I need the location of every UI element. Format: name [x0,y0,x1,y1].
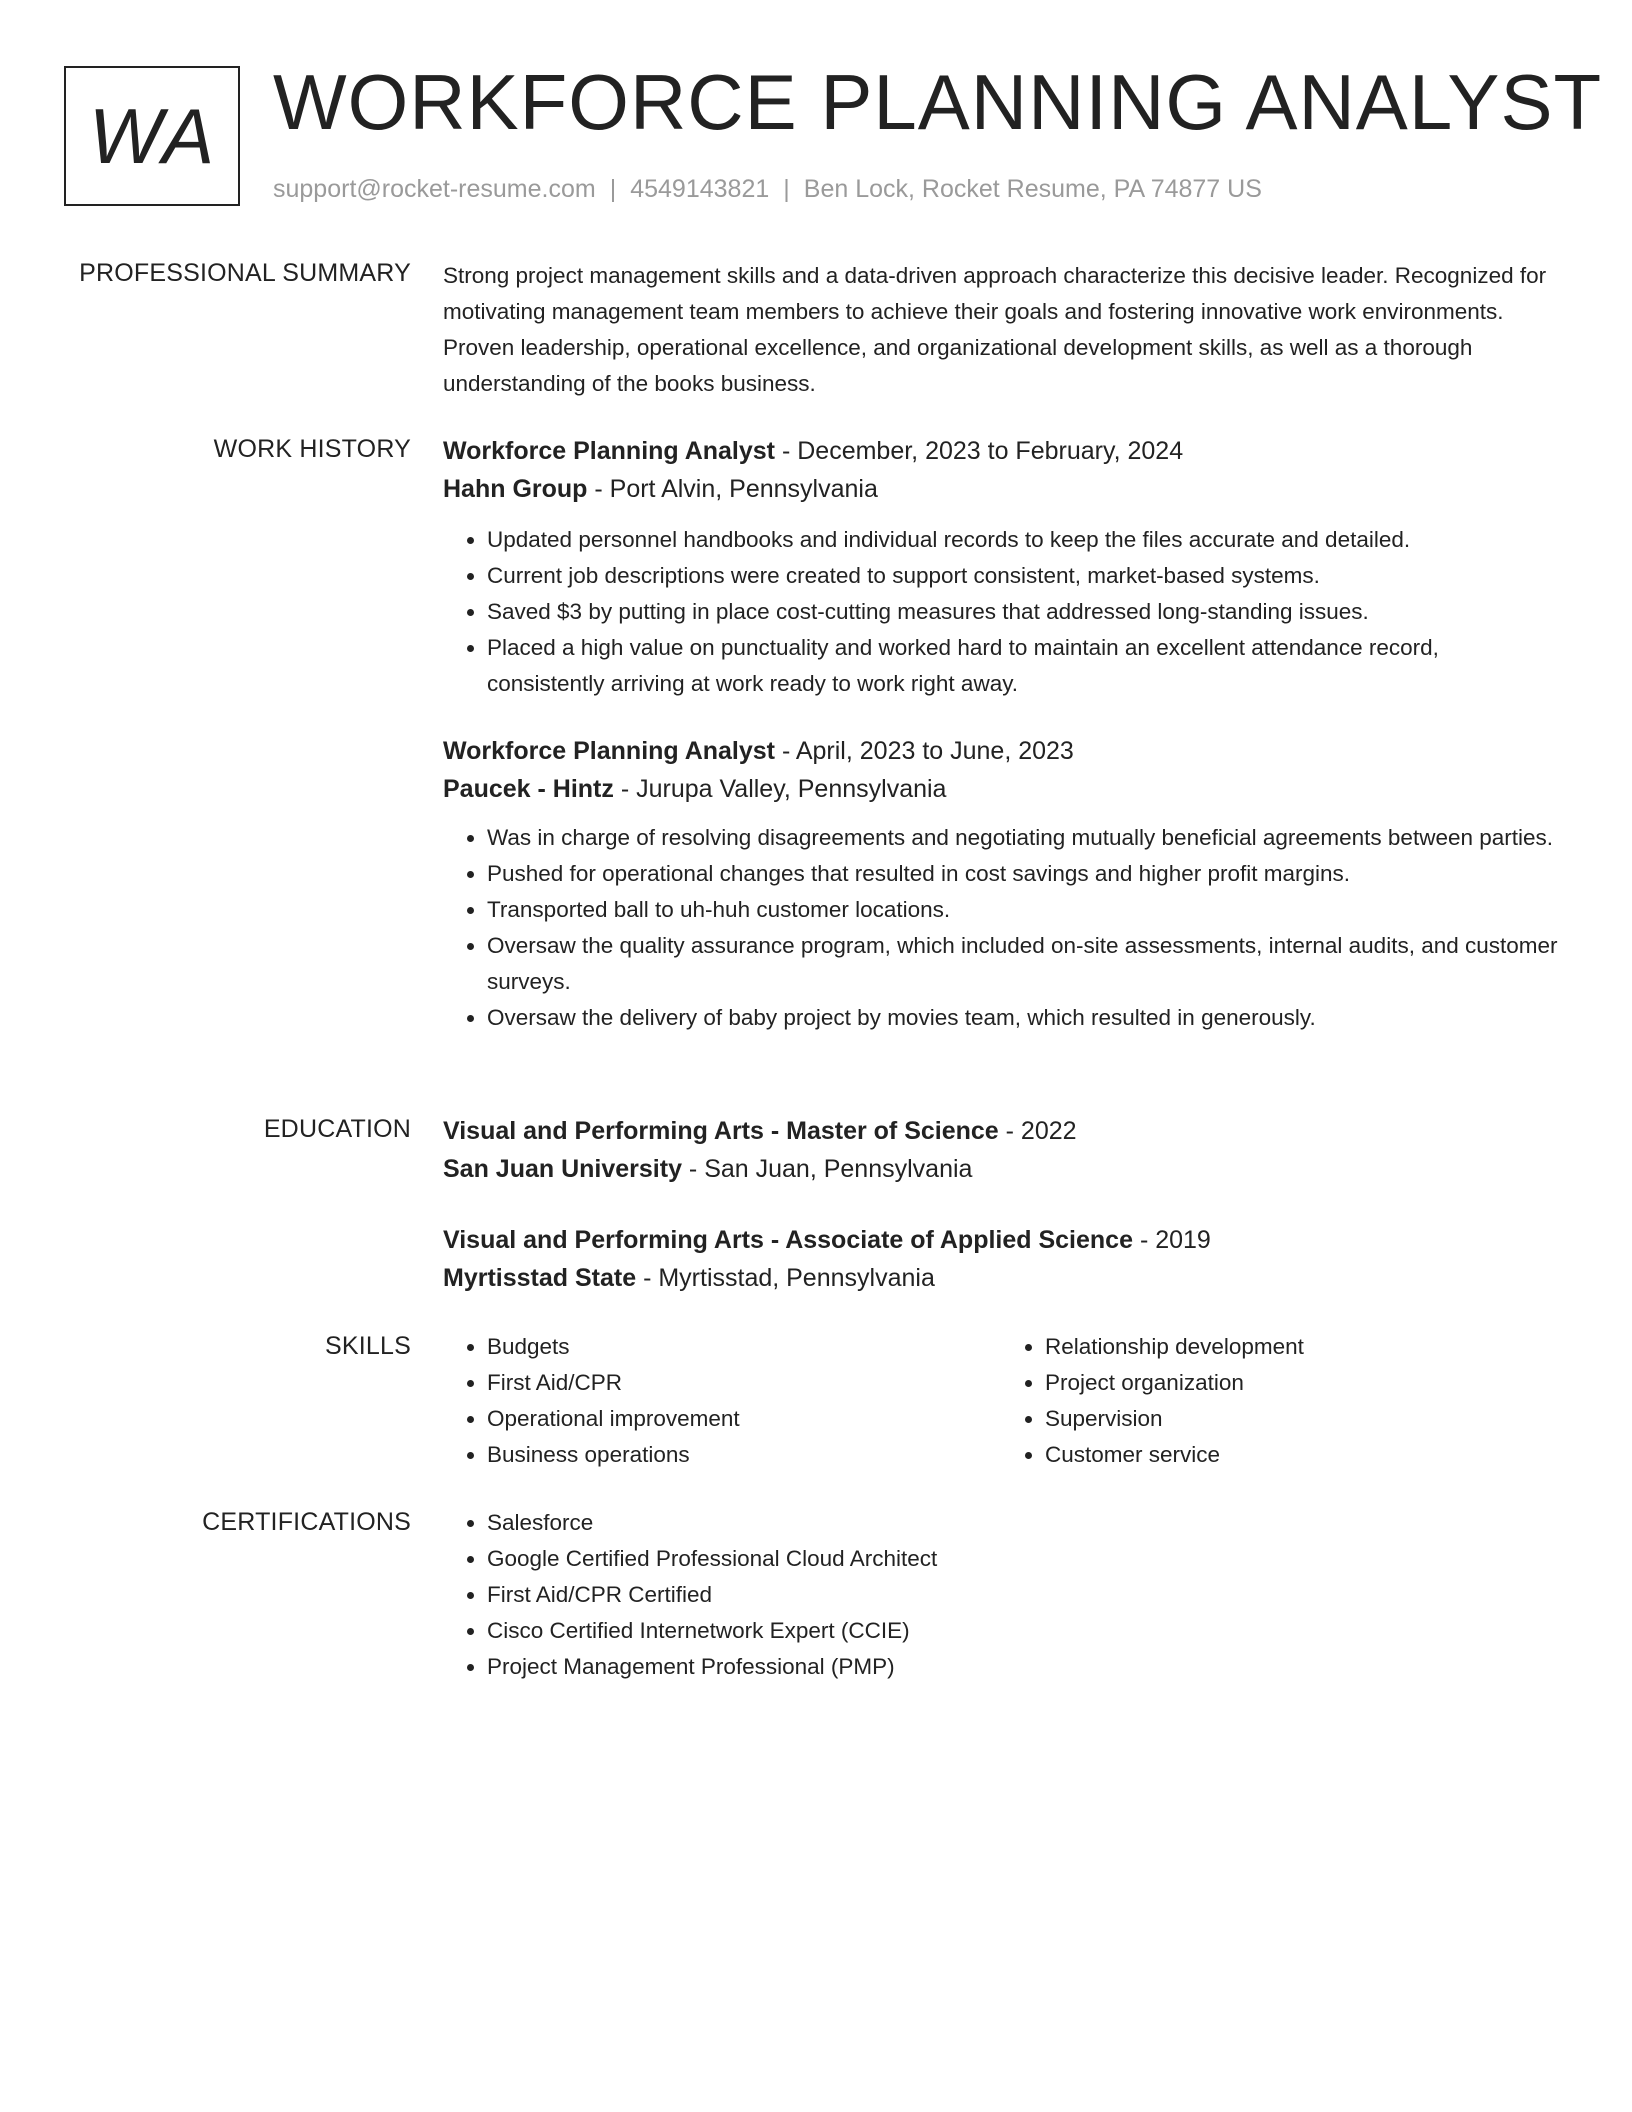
contact-separator: | [783,175,790,203]
monogram-initials: WA [88,92,216,180]
section-label-work-history: WORK HISTORY [213,435,411,463]
list-item: • Google Certified Professional Cloud Architect [487,1541,1559,1577]
skills-list-right [1001,1329,1559,1473]
list-item: • Project Management Professional (PMP) [487,1649,1559,1685]
list-item: • Budgets [487,1329,1001,1365]
list-item: • Operational improvement [487,1401,1001,1437]
degree-name: Visual and Performing Arts - Master of Science [443,1117,999,1145]
section-label-summary: PROFESSIONAL SUMMARY [79,259,411,287]
job-company: Paucek - Hintz [443,775,614,803]
job-dates: - December, 2023 to February, 2024 [775,437,1184,465]
school-line [443,1150,1559,1188]
job-title: Workforce Planning Analyst [443,737,776,765]
job-org-line [443,470,1559,508]
school-location: - Myrtisstad, Pennsylvania [636,1264,935,1292]
section-label-education: EDUCATION [263,1115,411,1143]
job-location: - Port Alvin, Pennsylvania [587,475,878,503]
resume-title: WORKFORCE PLANNING ANALYST [273,58,1603,146]
skills-list-left [443,1329,1001,1473]
contact-phone: 4549143821 [630,175,770,203]
monogram-box [64,66,240,206]
school-name: San Juan University [443,1155,682,1183]
list-item: • First Aid/CPR Certified [487,1577,1559,1613]
job-title: Workforce Planning Analyst [443,437,776,465]
work-history-body [443,432,1559,1036]
list-item: • Pushed for operational changes that resulted in cost savings and higher profit margins. [487,856,1559,892]
contact-address: Ben Lock, Rocket Resume, PA 74877 US [803,175,1262,203]
list-item: • Was in charge of resolving disagreements and negotiating mutually beneficial agreements between parties. [487,820,1559,856]
education-body [443,1112,1559,1297]
job-title-line [443,432,1559,470]
list-item: • Customer service [1045,1437,1559,1473]
job-bullets [443,820,1559,1036]
list-item: • Cisco Certified Internetwork Expert (CCIE) [487,1613,1559,1649]
job-bullets [443,522,1559,702]
list-item: • Oversaw the delivery of baby project by movies team, which resulted in generously. [487,1000,1559,1036]
list-item: • Project organization [1045,1365,1559,1401]
education-entry [443,1112,1559,1188]
list-item: • Business operations [487,1437,1001,1473]
job-entry [443,432,1559,702]
contact-line [273,172,1262,206]
degree-line [443,1112,1559,1150]
summary-body [443,258,1559,402]
list-item: • Salesforce [487,1505,1559,1541]
degree-year: - 2022 [998,1117,1077,1145]
contact-email: support@rocket-resume.com [273,175,596,203]
job-dates: - April, 2023 to June, 2023 [775,737,1074,765]
job-company: Hahn Group [443,475,588,503]
list-item: • Saved $3 by putting in place cost-cutting measures that addressed long-standing issues. [487,594,1559,630]
list-item: • Relationship development [1045,1329,1559,1365]
job-location: - Jurupa Valley, Pennsylvania [613,775,947,803]
list-item: • Supervision [1045,1401,1559,1437]
education-entry [443,1221,1559,1297]
summary-text: Strong project management skills and a data-driven approach characterize this decisive leader. Recognized for motivating management team members to achieve their goals and fostering innovative work environments. Proven leadership, operational excellence, and organizational development skills, as well as a thorough understanding of the books business. [443,263,1547,396]
certifications-body [443,1505,1559,1685]
certifications-list [443,1505,1559,1685]
list-item: • Oversaw the quality assurance program, which included on-site assessments, internal audits, and customer surveys. [487,928,1559,1000]
skills-body [443,1329,1559,1473]
list-item: • Current job descriptions were created to support consistent, market-based systems. [487,558,1559,594]
list-item: • Placed a high value on punctuality and worked hard to maintain an excellent attendance record, consistently arriving at work ready to work right away. [487,630,1559,702]
school-line [443,1259,1559,1297]
degree-year: - 2019 [1133,1226,1211,1254]
section-label-certifications: CERTIFICATIONS [202,1508,411,1536]
list-item: • Transported ball to uh-huh customer locations. [487,892,1559,928]
job-org-line [443,770,1559,808]
job-entry [443,732,1559,1036]
degree-name: Visual and Performing Arts - Associate of Applied Science [443,1226,1133,1254]
contact-separator: | [609,175,617,203]
job-title-line [443,732,1559,770]
list-item: • Updated personnel handbooks and individual records to keep the files accurate and detailed. [487,522,1559,558]
skills-columns [443,1329,1559,1473]
degree-line [443,1221,1559,1259]
school-name: Myrtisstad State [443,1264,637,1292]
list-item: • First Aid/CPR [487,1365,1001,1401]
school-location: - San Juan, Pennsylvania [681,1155,973,1183]
section-label-skills: SKILLS [325,1332,411,1360]
